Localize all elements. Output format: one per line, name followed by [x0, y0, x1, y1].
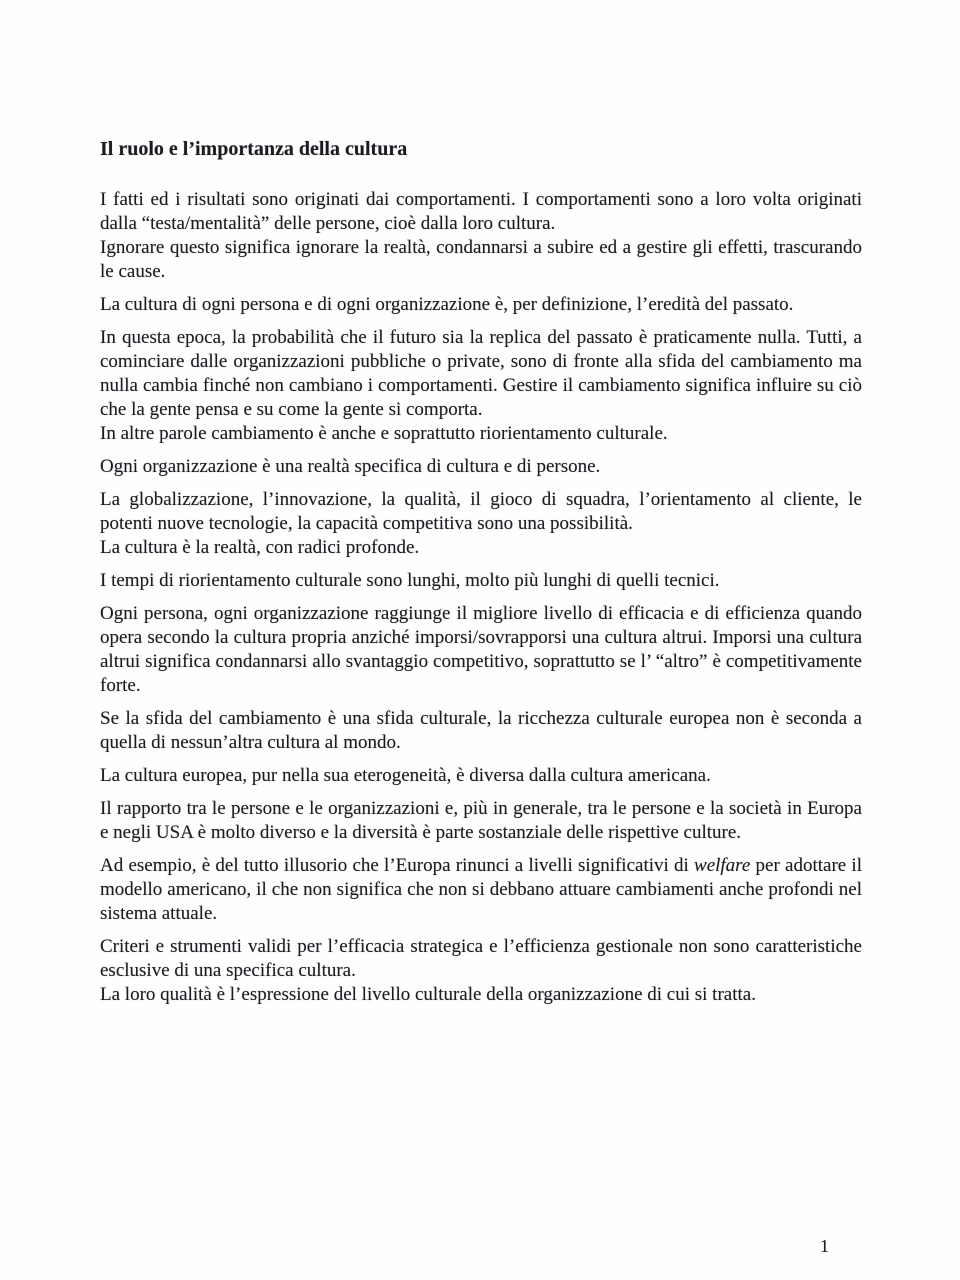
text-run: La cultura di ogni persona e di ogni organizzazione è, per definizione, l’eredità del passato. [100, 294, 794, 315]
paragraph [100, 188, 862, 284]
paragraph [100, 488, 862, 560]
paragraph [100, 764, 862, 788]
text-run: La loro qualità è l’espressione del livello culturale della organizzazione di cui si tratta. [100, 984, 756, 1005]
paragraph [100, 602, 862, 698]
paragraph-line [100, 602, 862, 698]
text-run: Se la sfida del cambiamento è una sfida culturale, la ricchezza culturale europea non è seconda a quella di nessun’altra cultura al mondo. [100, 708, 862, 753]
page-content [100, 137, 862, 1007]
paragraph [100, 569, 862, 593]
paragraph-line [100, 707, 862, 755]
paragraph [100, 707, 862, 755]
page-title: Il ruolo e l’importanza della cultura [100, 138, 408, 160]
paragraph-line [100, 326, 862, 422]
paragraph-line [100, 293, 862, 317]
paragraph-line [100, 422, 862, 446]
text-run: Il rapporto tra le persone e le organizzazioni e, più in generale, tra le persone e la società in Europa e negli USA è molto diverso e la diversità è parte sostanziale delle rispettive culture. [100, 798, 862, 843]
paragraph-line [100, 455, 862, 479]
paragraph-line [100, 569, 862, 593]
paragraph-line [100, 854, 862, 926]
paragraph-line [100, 488, 862, 536]
paragraph [100, 293, 862, 317]
text-run: I fatti ed i risultati sono originati dai comportamenti. I comportamenti sono a loro volta originati dalla “testa/mentalità” delle persone, cioè dalla loro cultura. [100, 189, 862, 234]
text-run: Ad esempio, è del tutto illusorio che l’Europa rinunci a livelli significativi di [100, 855, 695, 876]
paragraph-line [100, 983, 862, 1007]
page-number: 1 [820, 1236, 829, 1256]
paragraph-line [100, 536, 862, 560]
text-run: per adottare il modello americano, il che non significa che non si debbano attuare cambiamenti anche profondi nel sistema attuale. [100, 855, 862, 924]
paragraphs-container [100, 188, 862, 1007]
text-run: La cultura europea, pur nella sua eterogeneità, è diversa dalla cultura americana. [100, 765, 711, 786]
text-run: La cultura è la realtà, con radici profonde. [100, 537, 420, 558]
paragraph-line [100, 236, 862, 284]
text-run: Ogni persona, ogni organizzazione raggiunge il migliore livello di efficacia e di efficienza quando opera secondo la cultura propria anziché imporsi/sovrapporsi una cultura altrui. Imporsi una cultura altrui significa condannarsi allo svantaggio competitivo, soprattutto se l’ “altro” è competitivamente forte. [100, 603, 862, 696]
text-run: Ogni organizzazione è una realtà specifica di cultura e di persone. [100, 456, 601, 477]
paragraph [100, 854, 862, 926]
paragraph-line [100, 764, 862, 788]
text-run: I tempi di riorientamento culturale sono lunghi, molto più lunghi di quelli tecnici. [100, 570, 720, 591]
paragraph [100, 326, 862, 446]
text-run: In questa epoca, la probabilità che il futuro sia la replica del passato è praticamente nulla. Tutti, a cominciare dalle organizzazioni pubbliche o private, sono di fronte alla sfida del cambiamento ma nulla cambia finché non cambiano i comportamenti. Gestire il cambiamento significa influire su ciò che la gente pensa e su come la gente si comporta. [100, 327, 862, 420]
text-run: In altre parole cambiamento è anche e soprattutto riorientamento culturale. [100, 423, 668, 444]
paragraph-line [100, 797, 862, 845]
paragraph [100, 797, 862, 845]
italic-text-run: welfare [694, 855, 751, 876]
text-run: Criteri e strumenti validi per l’efficacia strategica e l’efficienza gestionale non sono caratteristiche esclusive di una specifica cultura. [100, 936, 862, 981]
paragraph-line [100, 935, 862, 983]
paragraph [100, 455, 862, 479]
text-run: Ignorare questo significa ignorare la realtà, condannarsi a subire ed a gestire gli effetti, trascurando le cause. [100, 237, 862, 282]
paragraph-line [100, 188, 862, 236]
paragraph [100, 935, 862, 1007]
text-run: La globalizzazione, l’innovazione, la qualità, il gioco di squadra, l’orientamento al cliente, le potenti nuove tecnologie, la capacità competitiva sono una possibilità. [100, 489, 862, 534]
